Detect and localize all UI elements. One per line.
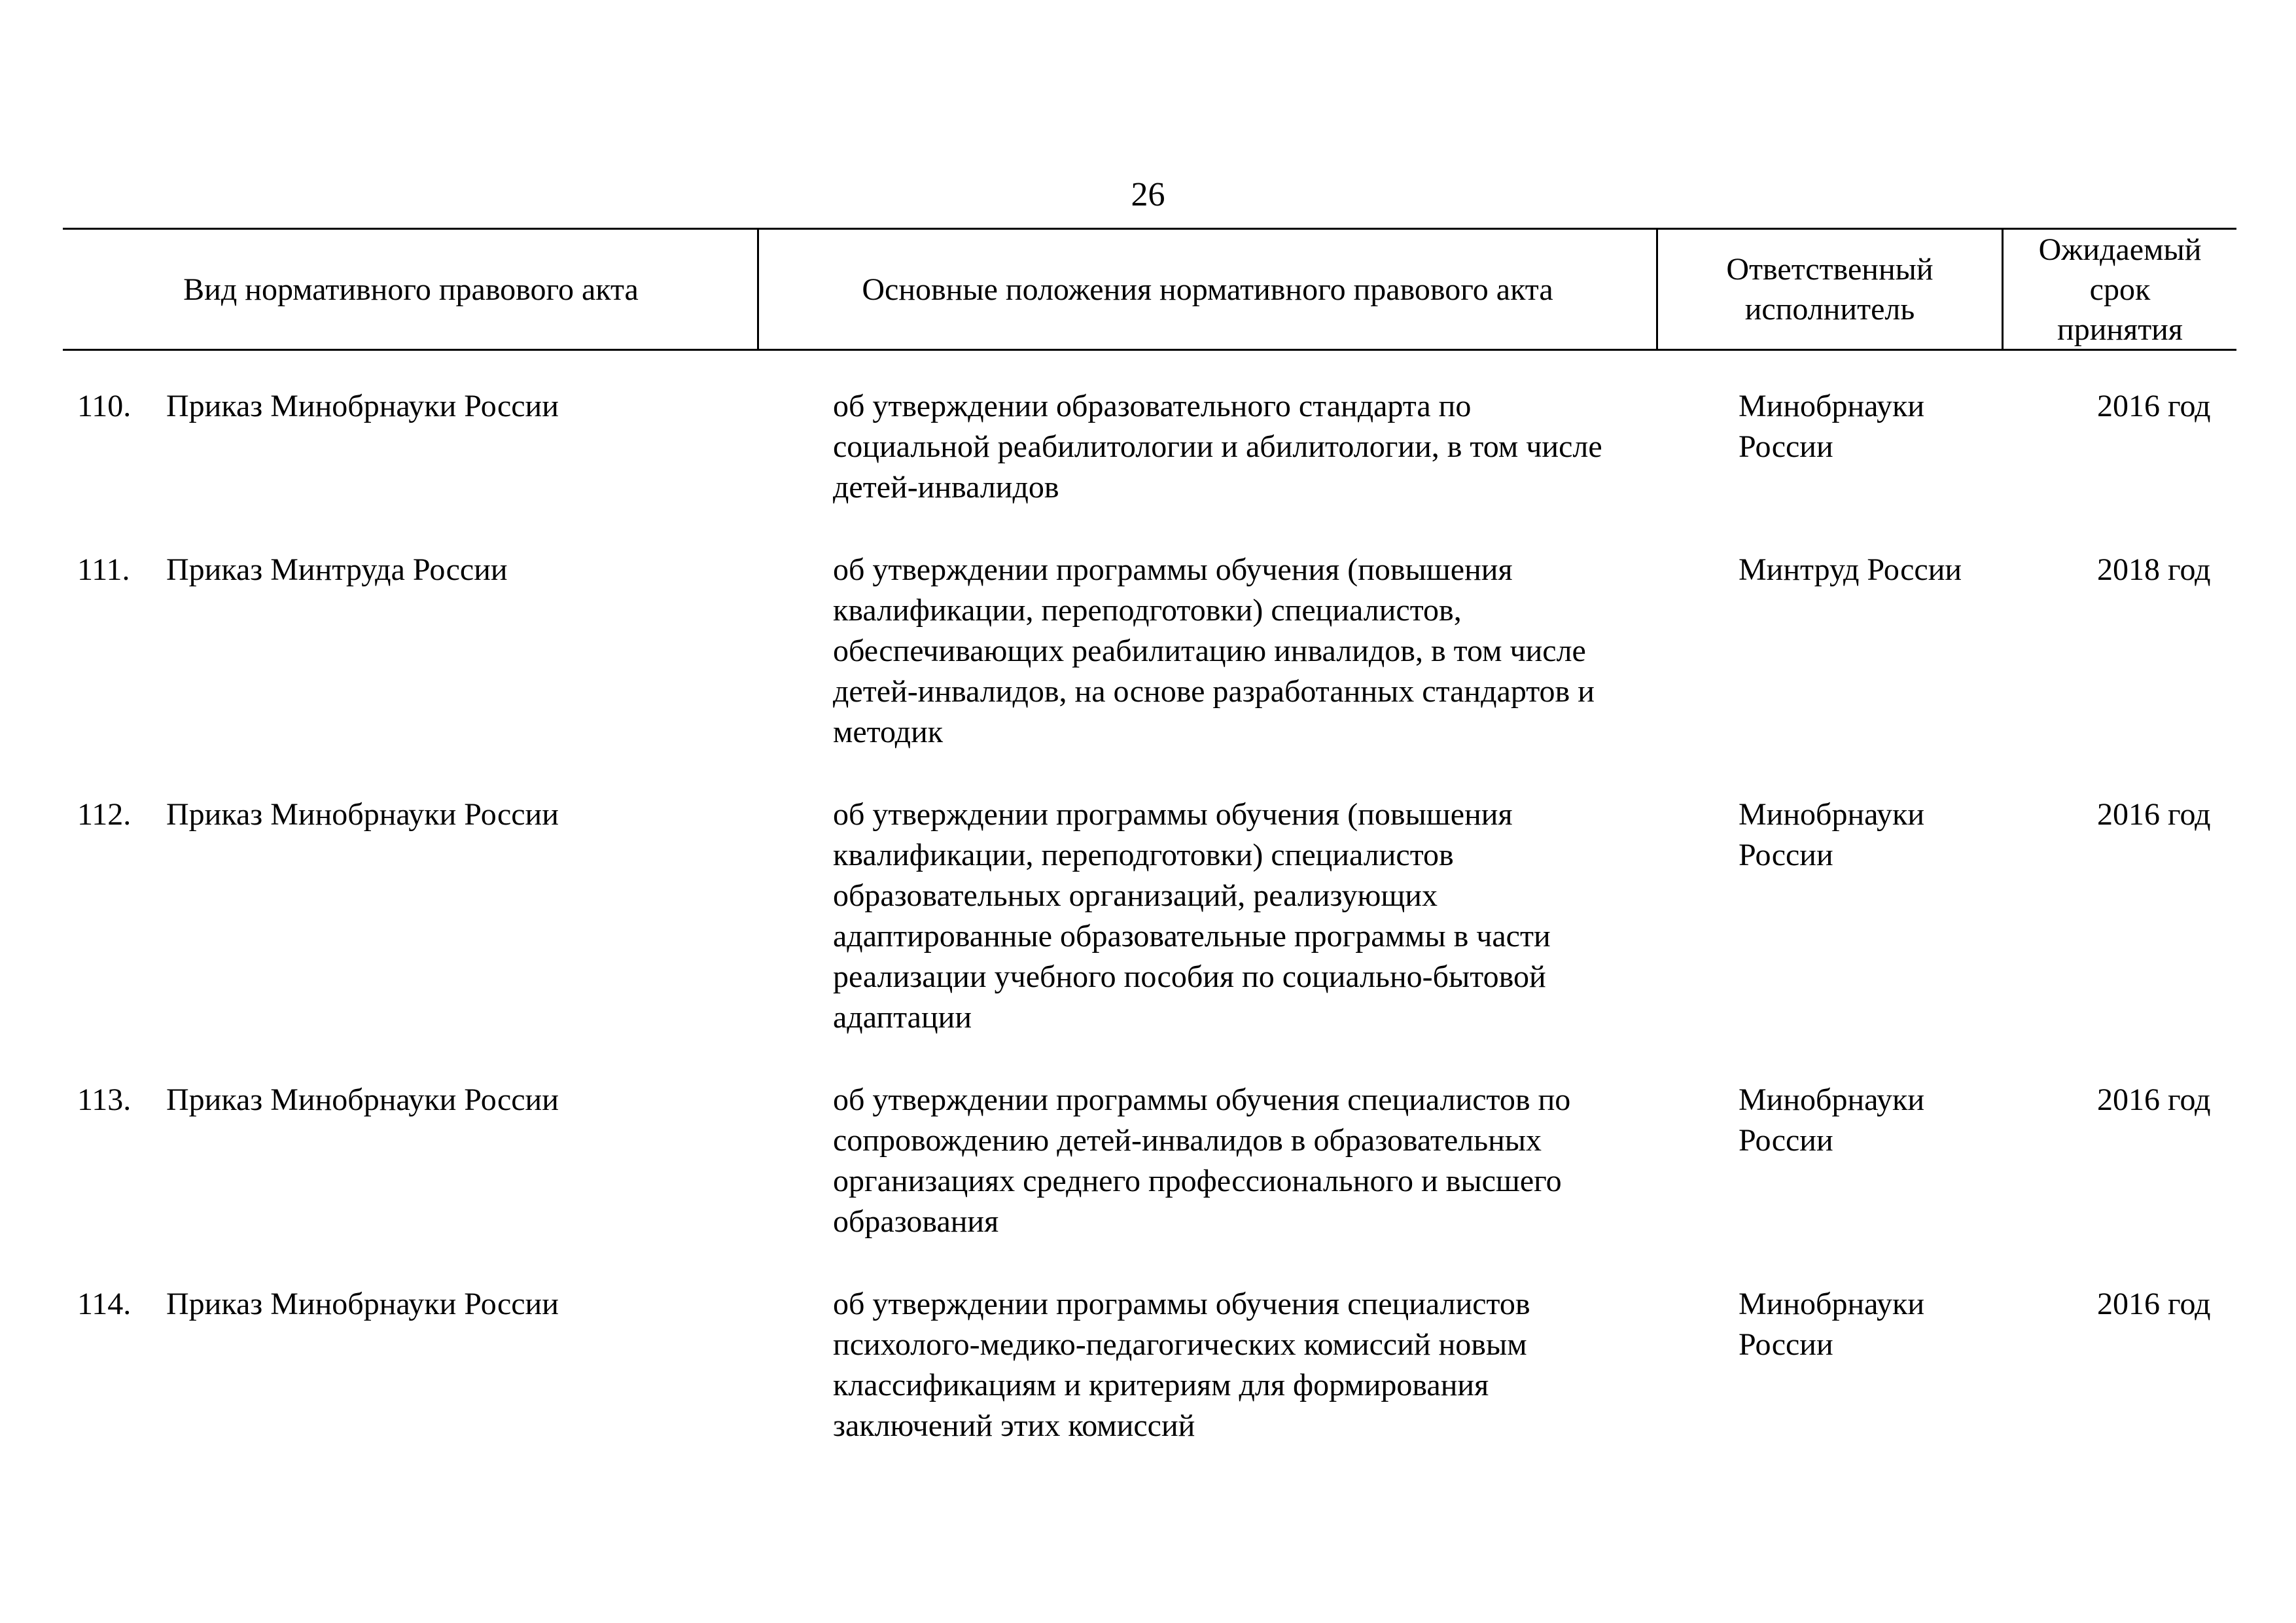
page-number: 26 [1131, 176, 1165, 213]
act-provisions: об утверждении программы обучения (повышения квалификации, переподготовки) специалистов, обеспечивающих реабилитацию инвалидов, в том числе детей-инвалидов, на основе разработанных стандартов и методик [833, 552, 1595, 749]
header-expected-term: Ожидаемый срок принятия [2038, 232, 2202, 347]
responsible-executor: Минобрнауки России [1739, 389, 1925, 464]
table-row [63, 794, 2236, 1038]
expected-term: 2016 год [2097, 797, 2211, 832]
responsible-executor: Минобрнауки России [1739, 797, 1925, 872]
act-provisions: об утверждении программы обучения (повышения квалификации, переподготовки) специалистов образовательных организаций, реализующих адаптированные образовательные программы в части реализации учебного пособия по социально-бытовой адаптации [833, 797, 1551, 1035]
row-number: 112. [77, 797, 132, 832]
act-type: Приказ Минобрнауки России [166, 1082, 559, 1117]
row-number: 110. [77, 389, 132, 423]
table-row [63, 1284, 2236, 1446]
header-act-provisions: Основные положения нормативного правового акта [862, 272, 1553, 307]
responsible-executor: Минобрнауки России [1739, 1082, 1925, 1158]
expected-term: 2016 год [2097, 389, 2211, 423]
act-type: Приказ Минобрнауки России [166, 797, 559, 832]
row-number: 113. [77, 1082, 132, 1117]
responsible-executor: Минобрнауки России [1739, 1287, 1925, 1362]
expected-term: 2016 год [2097, 1287, 2211, 1321]
header-responsible-executor: Ответственный исполнитель [1726, 252, 1934, 327]
expected-term: 2018 год [2097, 552, 2211, 587]
act-provisions: об утверждении образовательного стандарта по социальной реабилитологии и абилитологии, в том числе детей-инвалидов [833, 389, 1602, 505]
header-act-type: Вид нормативного правового акта [183, 272, 639, 307]
table-row [63, 386, 2236, 508]
table-row [63, 550, 2236, 753]
act-provisions: об утверждении программы обучения специалистов по сопровождению детей-инвалидов в образовательных организациях среднего профессионального и высшего образования [833, 1082, 1571, 1239]
table-body [63, 386, 2236, 1446]
expected-term: 2016 год [2097, 1082, 2211, 1117]
act-type: Приказ Минобрнауки России [166, 389, 559, 423]
responsible-executor: Минтруд России [1739, 552, 1962, 587]
table-row [63, 1080, 2236, 1242]
act-type: Приказ Минтруда России [166, 552, 508, 587]
act-provisions: об утверждении программы обучения специалистов психолого-медико-педагогических комиссий новым классификациям и критериям для формирования заключений этих комиссий [833, 1287, 1530, 1443]
row-number: 114. [77, 1287, 132, 1321]
act-type: Приказ Минобрнауки России [166, 1287, 559, 1321]
row-number: 111. [77, 552, 130, 587]
table-header-bottom-rule [63, 349, 2236, 351]
